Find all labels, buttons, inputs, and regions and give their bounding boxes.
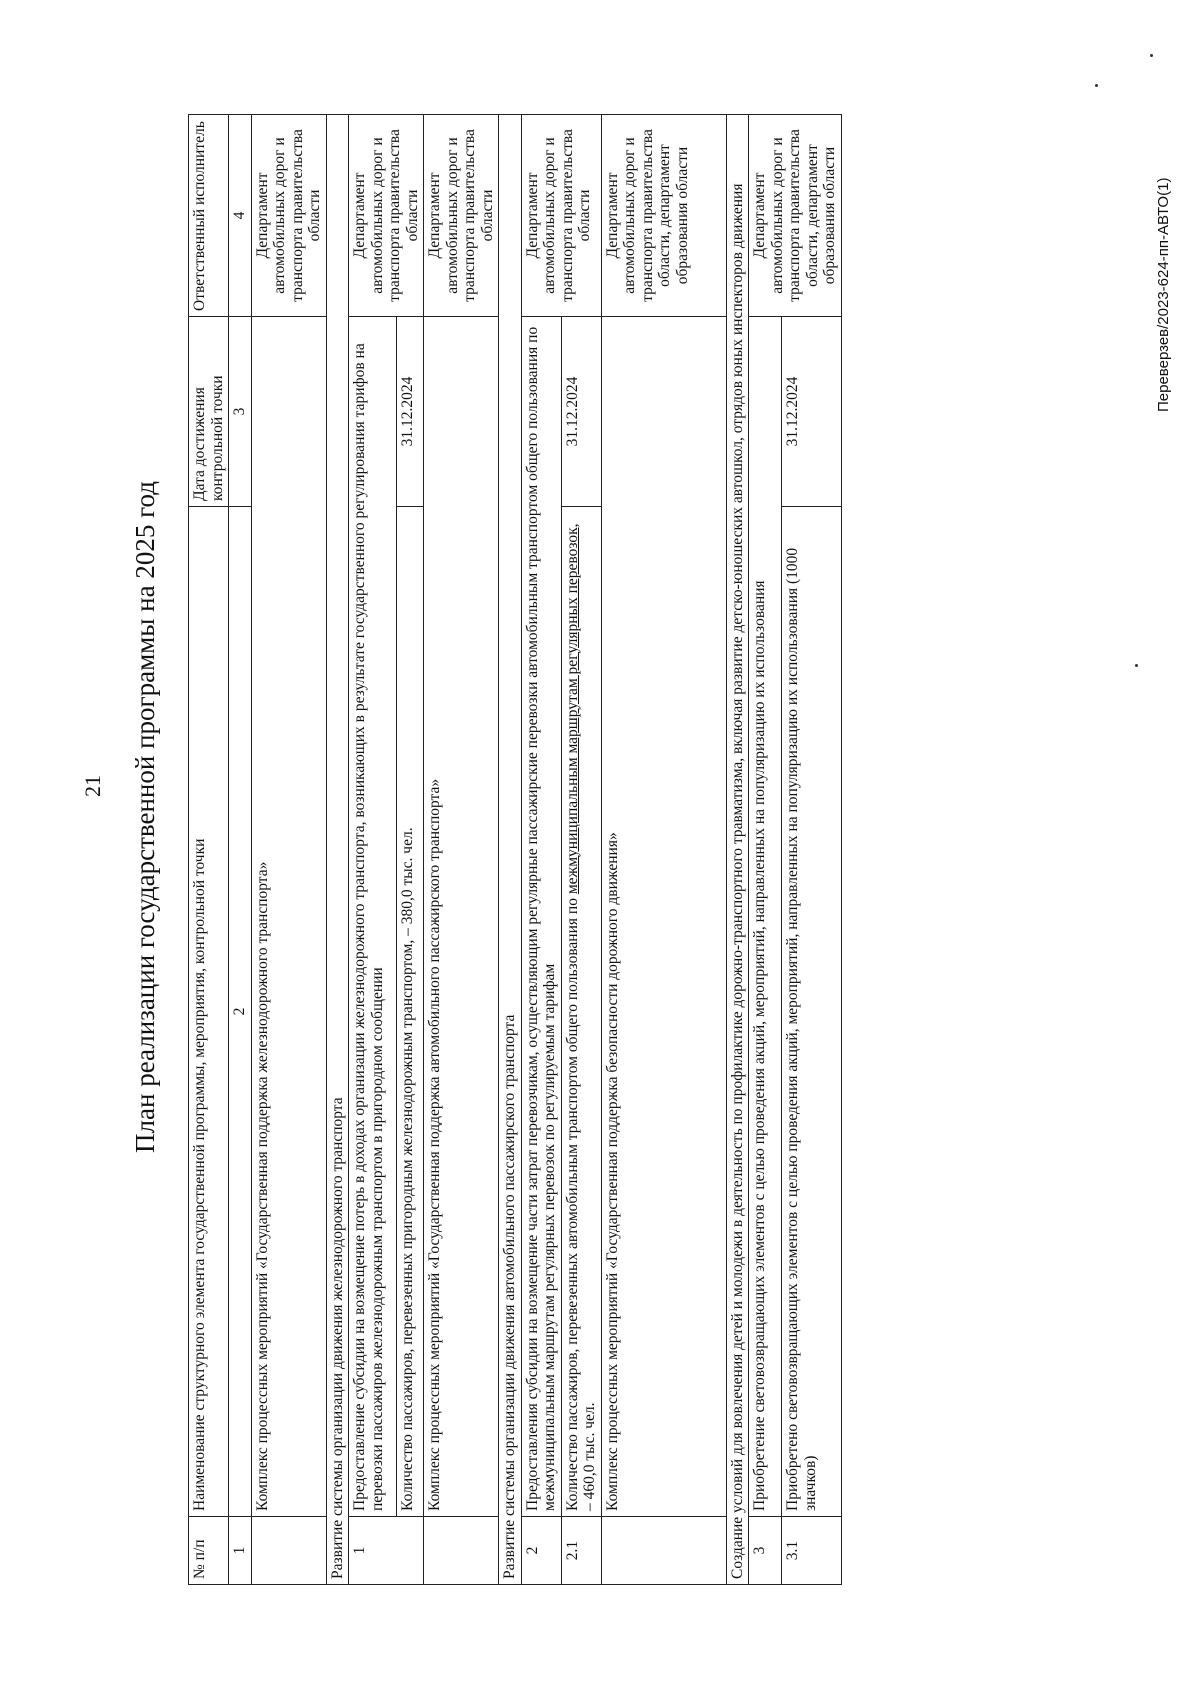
complex-name: Комплекс процессных мероприятий «Государственная поддержка железнодорожного транспорта»	[251, 317, 326, 1517]
num-cell: 1	[349, 1517, 424, 1585]
index-cell: 3	[229, 317, 252, 507]
control-point-name: Количество пассажиров, перевезенных пригородным железнодорожным транспортом, – 380,0 тыс. чел.	[397, 507, 424, 1517]
scan-speck	[1135, 664, 1138, 667]
responsible-cell: Департамент автомобильных дорог и транспорта правительства области	[424, 115, 499, 317]
header-name: Наименование структурного элемента государственной программы, мероприятия, контрольной точки	[189, 507, 229, 1517]
header-row	[189, 115, 229, 1585]
table-row	[749, 115, 782, 1585]
responsible-cell: Департамент автомобильных дорог и транспорта правительства области, департамент образования области	[749, 115, 842, 317]
date-cell: 31.12.2024	[561, 317, 601, 507]
date-cell: 31.12.2024	[782, 317, 841, 507]
document-title: План реализации государственной программы на 2025 год	[130, 481, 160, 1153]
task-row: Развитие системы организации движения железнодорожного транспорта	[326, 115, 349, 1585]
text-part: , – 460,0 тыс. чел.	[563, 523, 598, 1511]
control-point-name	[561, 507, 601, 1517]
header-num: № п/п	[189, 1517, 229, 1585]
control-point-name: Приобретено световозвращающих элементов с целью проведения акций, мероприятий, направленных на популяризацию их использования (1000 значков)	[782, 507, 841, 1517]
event-name: Предоставления субсидии на возмещение части затрат перевозчикам, осуществляющим регулярные пассажирские перевозки автомобильным транспортом общего пользования по межмуниципальным маршрутам регулярных перевозок по регулируемым тарифам	[521, 317, 561, 1517]
num-cell	[251, 1517, 326, 1585]
num-cell	[424, 1517, 499, 1585]
table-row	[326, 115, 349, 1585]
text-part: Количество пассажиров, перевезенных автомобильным транспортом общего пользования по	[563, 894, 581, 1511]
num-cell: 2.1	[561, 1517, 601, 1585]
task-row: Создание условий для вовлечения детей и молодежи в деятельность по профилактике дорожно-транспортного травматизма, включая развитие детско-юношеских автошкол, отрядов юных инспекторов движения	[726, 115, 749, 1585]
scan-speck	[1150, 54, 1153, 57]
complex-name: Комплекс процессных мероприятий «Государственная поддержка автомобильного пассажирского транспорта»	[424, 317, 499, 1517]
table-row	[499, 115, 522, 1585]
header-responsible: Ответственный исполнитель	[189, 115, 229, 317]
table-row	[601, 115, 726, 1585]
table-row	[424, 115, 499, 1585]
table-row	[397, 115, 424, 1585]
table-row	[251, 115, 326, 1585]
responsible-cell: Департамент автомобильных дорог и транспорта правительства области	[349, 115, 424, 317]
event-name: Предоставление субсидии на возмещение потерь в доходах организации железнодорожного транспорта, возникающих в результате государственного регулирования тарифов на перевозки пассажиров железнодорожным транспортом в пригородном сообщении	[349, 317, 397, 1517]
text-part: межмуниципальным маршрутам регулярных перевозок	[563, 527, 581, 895]
num-cell: 3	[749, 1517, 782, 1585]
num-cell: 3.1	[782, 1517, 841, 1585]
complex-name: Комплекс процессных мероприятий «Государственная поддержка безопасности дорожного движения»	[601, 317, 726, 1517]
index-cell: 2	[229, 507, 252, 1517]
table-row	[782, 115, 841, 1585]
footer-document-id: Переверзев/2023-624-пп-АВТО(1)	[1155, 177, 1172, 412]
index-cell: 4	[229, 115, 252, 317]
event-name: Приобретение световозвращающих элементов с целью проведения акций, мероприятий, направленных на популяризацию их использования	[749, 317, 782, 1517]
table-row	[561, 115, 601, 1585]
task-row: Развитие системы организации движения автомобильного пассажирского транспорта	[499, 115, 522, 1585]
header-date: Дата достижения контрольной точки	[189, 317, 229, 507]
num-cell: 2	[521, 1517, 561, 1585]
responsible-cell: Департамент автомобильных дорог и транспорта правительства области, департамент образования области	[601, 115, 726, 317]
num-cell	[601, 1517, 726, 1585]
index-cell: 1	[229, 1517, 252, 1585]
page-number: 21	[80, 775, 105, 797]
table-row	[521, 115, 561, 1585]
date-cell: 31.12.2024	[397, 317, 424, 507]
table-row	[349, 115, 397, 1585]
table-row	[726, 115, 749, 1585]
responsible-cell: Департамент автомобильных дорог и транспорта правительства области	[521, 115, 601, 317]
column-index-row	[229, 115, 252, 1585]
responsible-cell: Департамент автомобильных дорог и транспорта правительства области	[251, 115, 326, 317]
scan-speck	[1095, 84, 1098, 87]
plan-table	[188, 114, 842, 1585]
